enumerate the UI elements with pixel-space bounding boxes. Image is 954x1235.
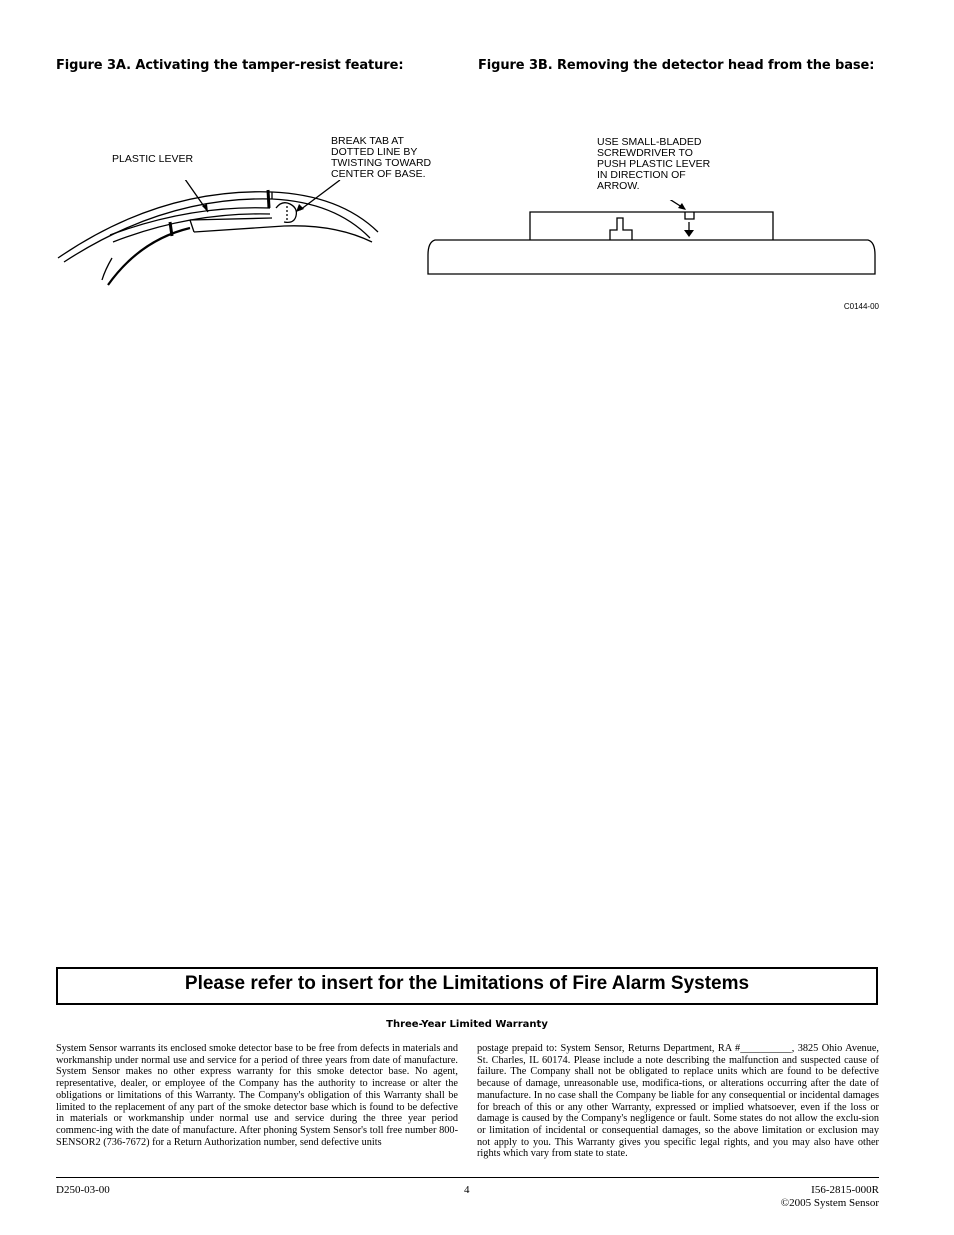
figure-code: C0144-00 <box>843 302 879 311</box>
screwdriver-label: USE SMALL-BLADED SCREWDRIVER TO PUSH PLASTIC LEVER IN DIRECTION OF ARROW. <box>597 136 711 192</box>
tamper-resist-diagram <box>50 180 390 295</box>
page-number: 4 <box>464 1184 470 1196</box>
detector-head-removal-diagram <box>420 200 890 280</box>
break-tab-label: BREAK TAB AT DOTTED LINE BY TWISTING TOWARD CENTER OF BASE. <box>331 135 432 180</box>
document-id-block <box>781 1184 879 1210</box>
footer-divider <box>56 1177 879 1178</box>
copyright-notice: ©2005 System Sensor <box>780 1197 879 1209</box>
plastic-lever-label: PLASTIC LEVER <box>112 153 194 165</box>
document-code: D250-03-00 <box>56 1184 110 1196</box>
document-id: I56-2815-000R <box>811 1184 879 1196</box>
warranty-text-right: postage prepaid to: System Sensor, Returns Department, RA #__________, 3825 Ohio Avenue, St. Charles, IL 60174. Please include a note describing the malfunction and suspected cause of failure. The Company shall not be obligated to replace units which are found to be defective because of damage, unreasonable use, modifica-tions, or alterations occurring after the date of manufacture. In no case shall the Company be liable for any consequential or incidental damages for breach of this or any other Warranty, expressed or implied whatsoever, even if the loss or damage is caused by the Company's negligence or fault. Some states do not allow the exclu-sion or limitation of incidental or consequential damages, so the above limitation or exclusion may not apply to you. This Warranty gives you specific legal rights, and you may also have other rights which vary from state to state. <box>477 1043 879 1160</box>
figure-3b-title: Figure 3B. Removing the detector head from the base: <box>478 58 875 73</box>
limitations-notice-box <box>56 967 878 1005</box>
warranty-text-left: System Sensor warrants its enclosed smoke detector base to be free from defects in materials and workmanship under normal use and service for a period of three years from date of manufacture. System Sensor makes no other express warranty for this smoke detector base. No agent, representative, dealer, or employee of the Company has the authority to increase or alter the obligations or limitations of this Warranty. The Company's obligation of this Warranty shall be limited to the replacement of any part of the smoke detector base which is found to be defective in materials or workmanship under normal use and service during the three year period commenc-ing with the date of manufacture. After phoning System Sensor's toll free number 800-SENSOR2 (736-7672) for a Return Authorization number, send defective units <box>56 1043 458 1148</box>
limitations-notice: Please refer to insert for the Limitations of Fire Alarm Systems <box>184 973 750 994</box>
figure-3a-title: Figure 3A. Activating the tamper-resist feature: <box>56 58 404 73</box>
warranty-title: Three-Year Limited Warranty <box>386 1019 548 1030</box>
